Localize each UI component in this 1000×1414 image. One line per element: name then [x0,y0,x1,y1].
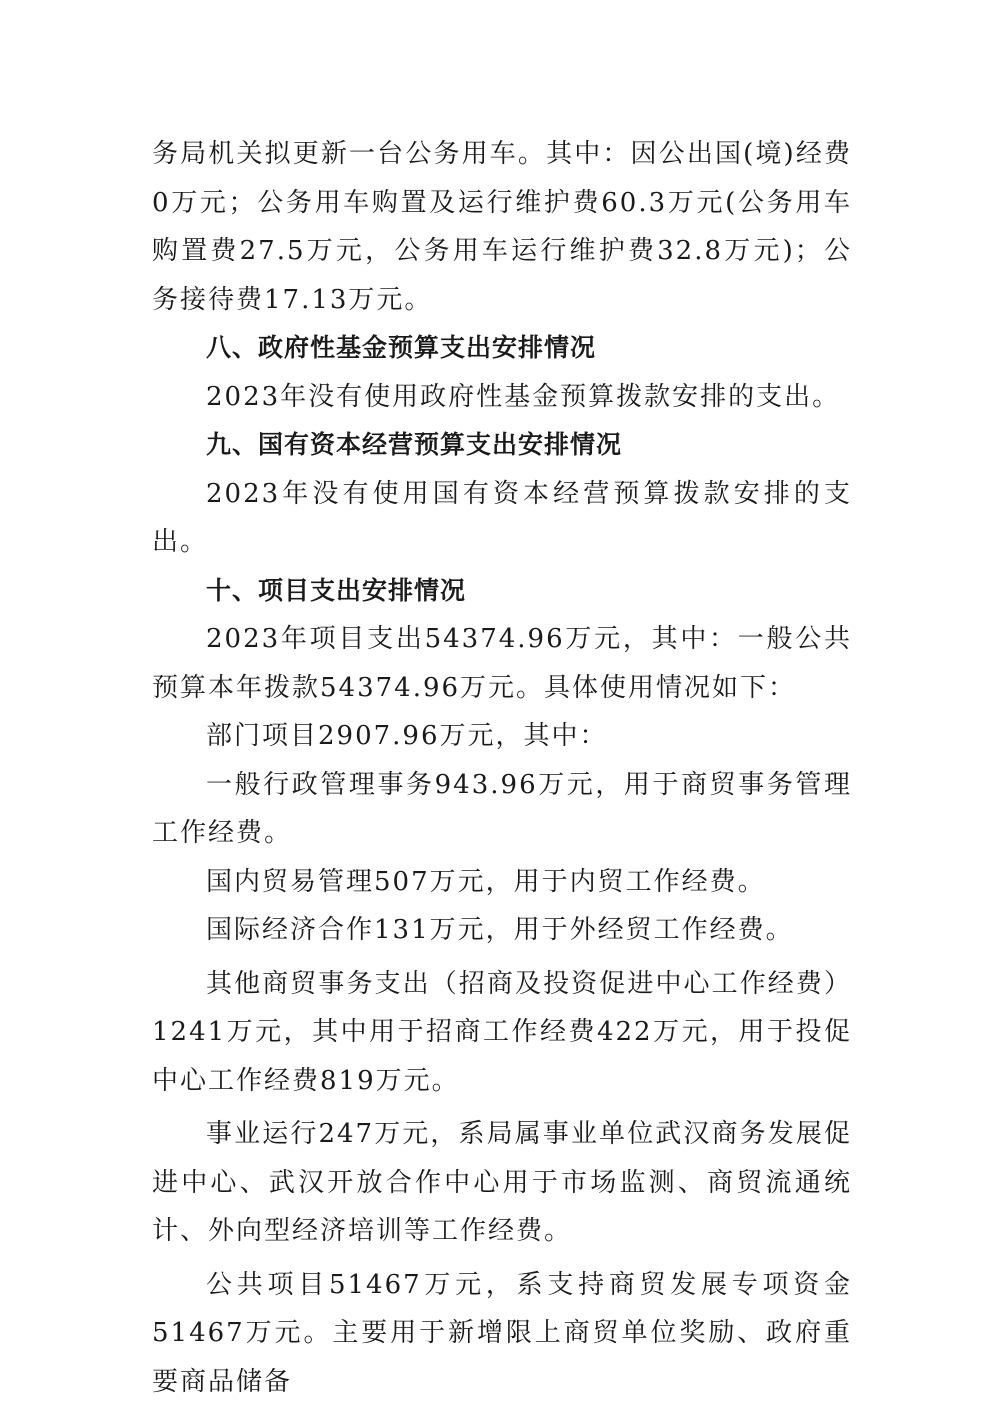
paragraph-international-cooperation: 国际经济合作131万元，用于外经贸工作经费。 [206,915,794,945]
paragraph-department-projects: 部门项目2907.96万元，其中： [206,721,608,751]
paragraph-general-admin: 一般行政管理事务943.96万元，用于商贸事务管理工作经费。 [152,769,852,848]
paragraph-other-trade-affairs: 其他商贸事务支出（招商及投资促进中心工作经费）1241万元，其中用于招商工作经费422万元，用于投促中心工作经费819万元。 [152,968,852,1096]
paragraph-institution-operation: 事业运行247万元，系局属事业单位武汉商务发展促进中心、武汉开放合作中心用于市场监测、商贸流通统计、外向型经济培训等工作经费。 [152,1119,852,1246]
paragraph-project-total: 2023年项目支出54374.96万元，其中：一般公共预算本年拨款54374.96万元。具体使用情况如下： [152,624,852,703]
paragraph-vehicle-expenses: 务局机关拟更新一台公务用车。其中：因公出国(境)经费0万元；公务用车购置及运行维护费60.3万元(公务用车购置费27.5万元，公务用车运行维护费32.8万元)；公务接待费17.13万元。 [152,139,852,315]
section-heading-state-capital: 九、国有资本经营预算支出安排情况 [206,430,623,459]
paragraph-public-projects: 公共项目51467万元，系支持商贸发展专项资金51467万元。主要用于新增限上商贸单位奖励、政府重要商品储备 [152,1269,852,1397]
section-heading-government-fund: 八、政府性基金预算支出安排情况 [206,333,597,362]
document-body [152,130,852,1406]
section-heading-project-expenses: 十、项目支出安排情况 [206,575,467,605]
paragraph-government-fund: 2023年没有使用政府性基金预算拨款安排的支出。 [206,381,841,412]
paragraph-domestic-trade: 国内贸易管理507万元，用于内贸工作经费。 [206,866,766,897]
paragraph-state-capital: 2023年没有使用国有资本经营预算拨款安排的支出。 [152,478,852,557]
